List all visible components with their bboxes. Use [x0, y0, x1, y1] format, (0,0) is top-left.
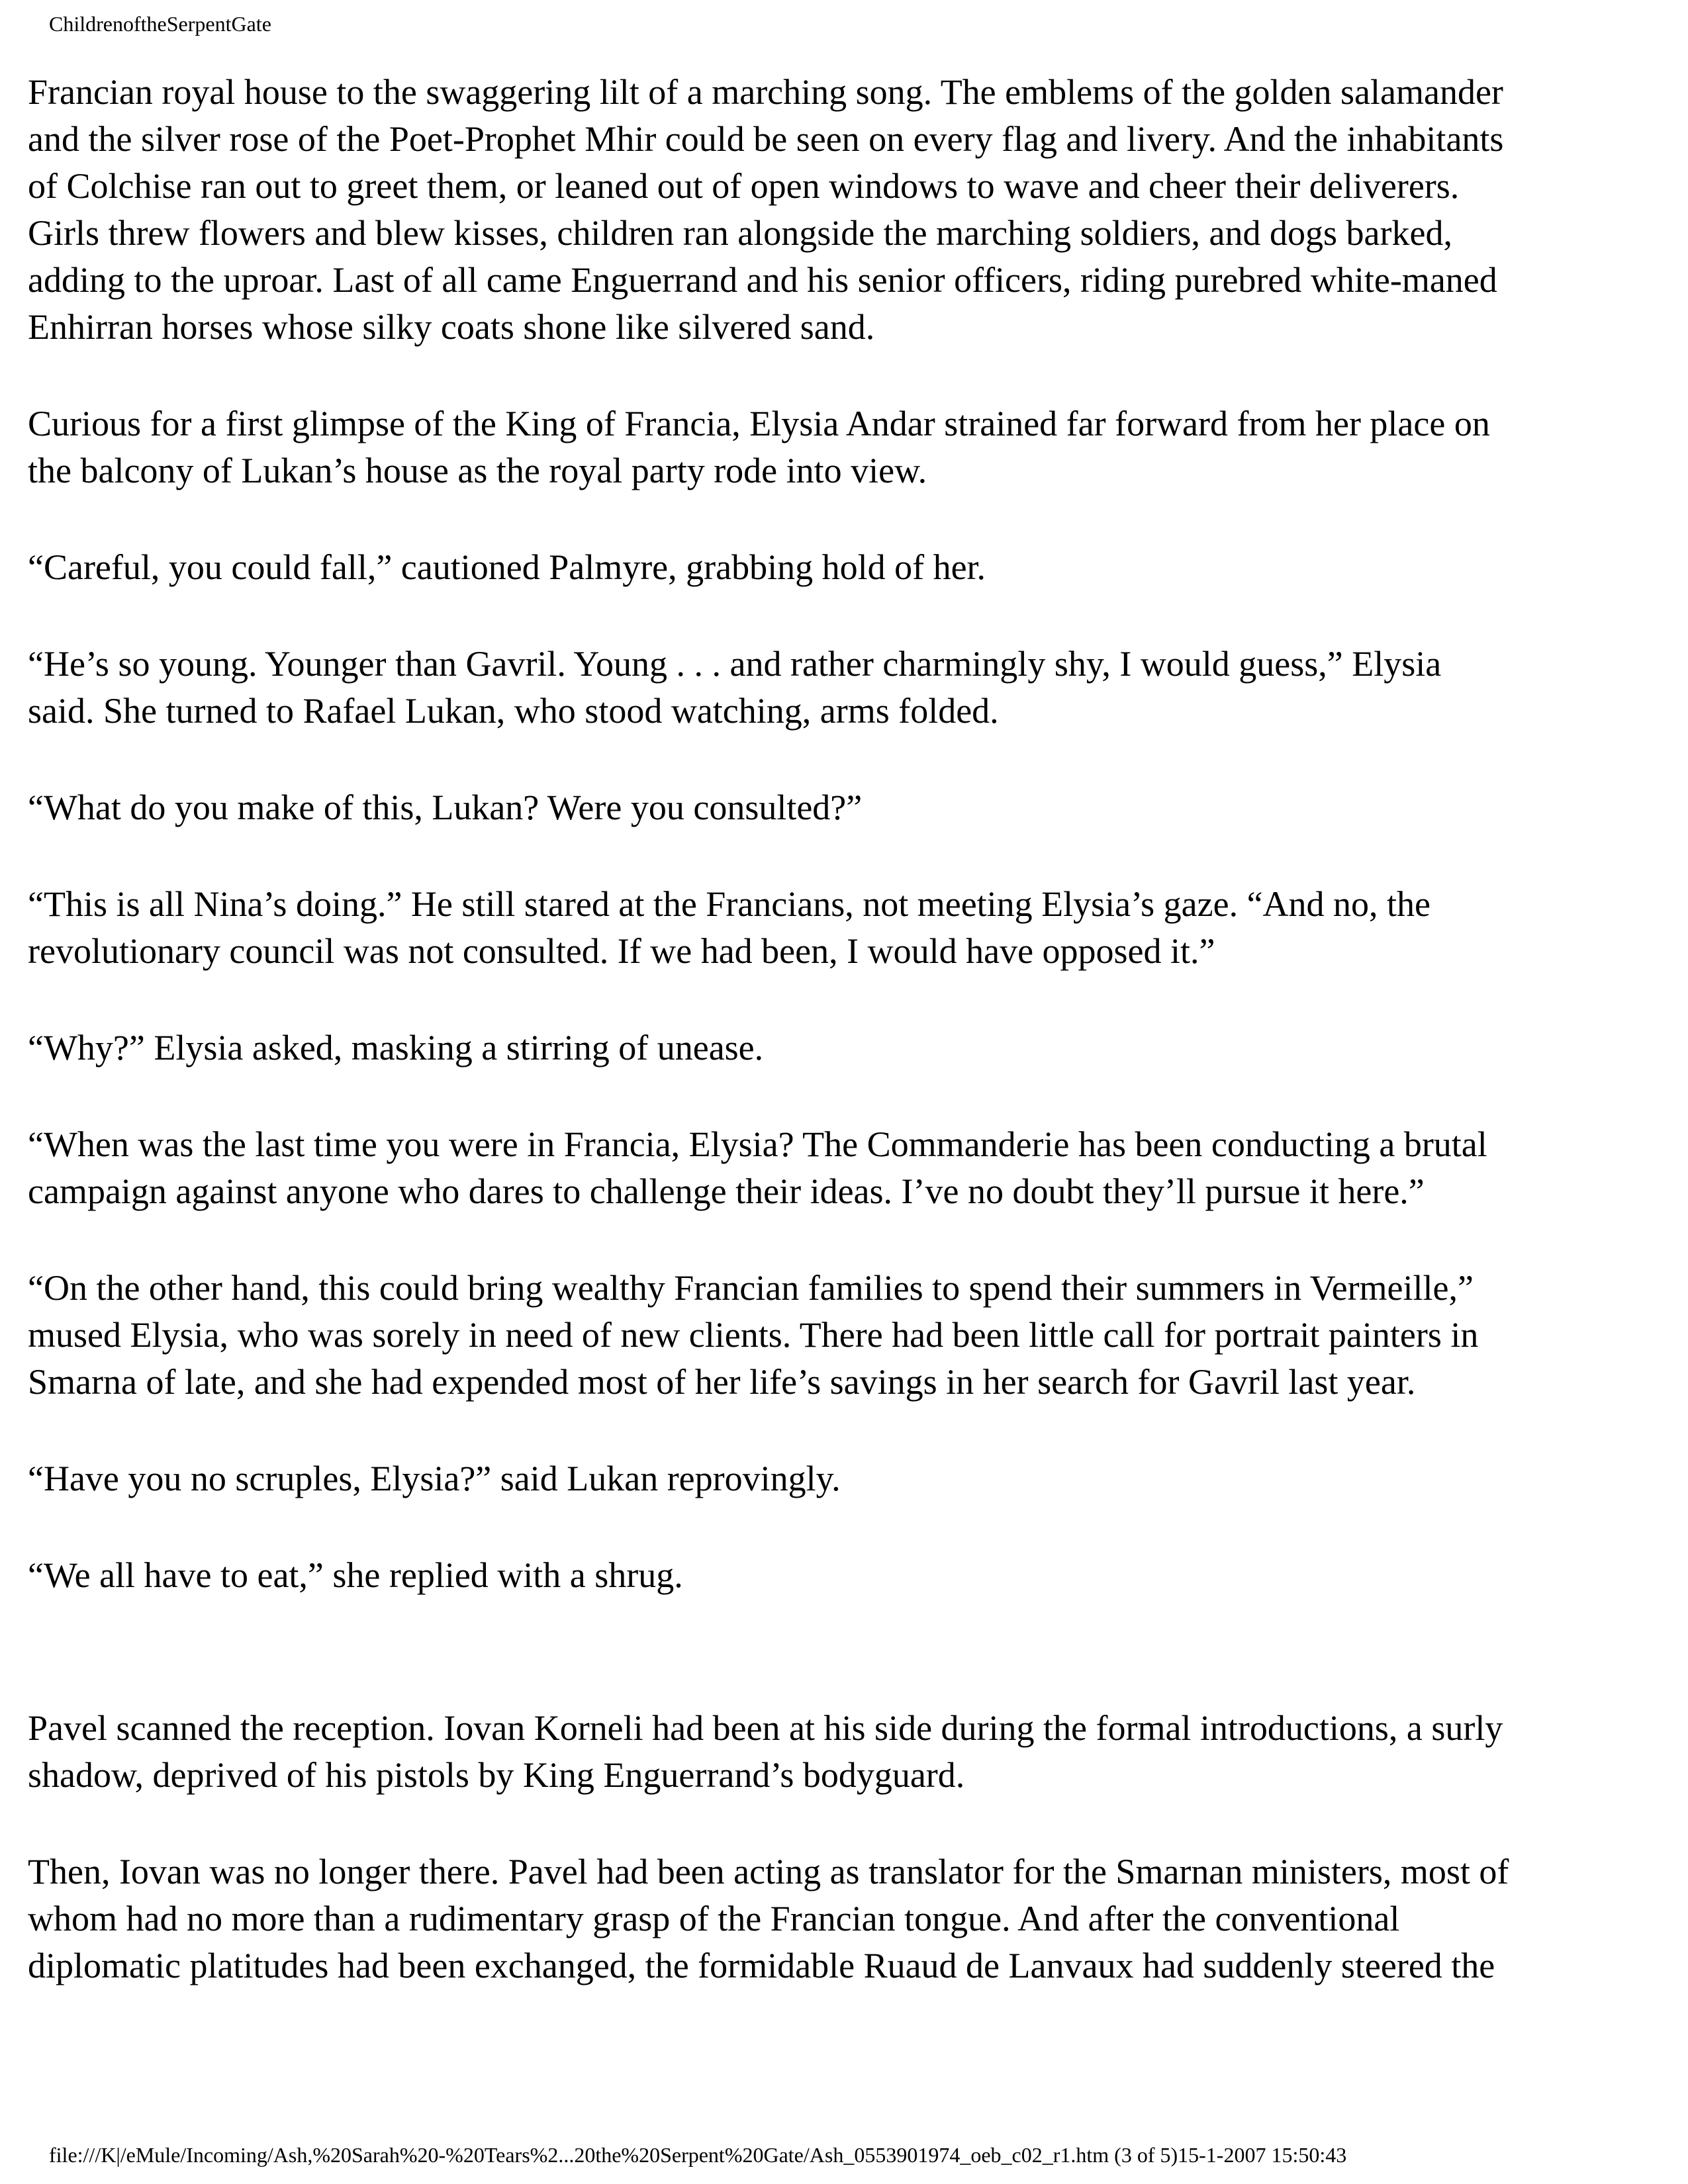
text-line: mused Elysia, who was sorely in need of new clients. There had been little call for portrait painters in — [28, 1315, 1479, 1355]
text-line: and the silver rose of the Poet-Prophet Mhir could be seen on every flag and livery. And the inhabitants — [28, 119, 1504, 159]
text-line: Then, Iovan was no longer there. Pavel had been acting as translator for the Smarnan ministers, most of — [28, 1852, 1509, 1891]
page-footer-path: file:///K|/eMule/Incoming/Ash,%20Sarah%20-%20Tears%2...20the%20Serpent%20Gate/Ash_0553901974_oeb_c02_r1.htm (3 of 5)15-1-2007 15:50:43 — [49, 2143, 1347, 2167]
text-line: “On the other hand, this could bring wealthy Francian families to spend their summers in Vermeille,” — [28, 1268, 1474, 1308]
paragraph-7 — [28, 1024, 1663, 1071]
paragraph-4 — [28, 641, 1663, 735]
paragraph-11 — [28, 1552, 1663, 1599]
text-line: revolutionary council was not consulted. If we had been, I would have opposed it.” — [28, 931, 1215, 971]
text-line: of Colchise ran out to greet them, or leaned out of open windows to wave and cheer their deliverers. — [28, 166, 1460, 206]
text-line: the balcony of Lukan’s house as the royal party rode into view. — [28, 451, 927, 490]
text-line: whom had no more than a rudimentary grasp of the Francian tongue. And after the conventional — [28, 1899, 1400, 1938]
text-line: Smarna of late, and she had expended most of her life’s savings in her search for Gavril last year. — [28, 1362, 1416, 1402]
text-line: said. She turned to Rafael Lukan, who stood watching, arms folded. — [28, 691, 999, 731]
paragraph-8 — [28, 1121, 1663, 1215]
paragraph-2 — [28, 400, 1663, 494]
text-line: Girls threw flowers and blew kisses, children ran alongside the marching soldiers, and dogs barked, — [28, 213, 1452, 253]
document-body — [28, 69, 1663, 2039]
page-header-title: ChildrenoftheSerpentGate — [49, 12, 271, 36]
text-line: “What do you make of this, Lukan? Were you consulted?” — [28, 788, 863, 827]
text-line: “Careful, you could fall,” cautioned Palmyre, grabbing hold of her. — [28, 547, 986, 587]
text-line: “We all have to eat,” she replied with a shrug. — [28, 1555, 683, 1595]
text-line: adding to the uproar. Last of all came Enguerrand and his senior officers, riding purebred white-maned — [28, 260, 1497, 300]
paragraph-13 — [28, 1848, 1663, 1989]
text-line: Pavel scanned the reception. Iovan Korneli had been at his side during the formal introductions, a surly — [28, 1708, 1503, 1748]
paragraph-6 — [28, 881, 1663, 975]
text-line: “Have you no scruples, Elysia?” said Lukan reprovingly. — [28, 1459, 841, 1498]
paragraph-3 — [28, 544, 1663, 591]
paragraph-9 — [28, 1265, 1663, 1406]
paragraph-10 — [28, 1455, 1663, 1502]
paragraph-5 — [28, 784, 1663, 831]
text-line: Curious for a first glimpse of the King of Francia, Elysia Andar strained far forward from her place on — [28, 404, 1490, 443]
text-line: “Why?” Elysia asked, masking a stirring of unease. — [28, 1028, 764, 1068]
text-line: diplomatic platitudes had been exchanged, the formidable Ruaud de Lanvaux had suddenly steered the — [28, 1946, 1495, 1985]
paragraph-12 — [28, 1705, 1663, 1799]
text-line: Francian royal house to the swaggering lilt of a marching song. The emblems of the golden salamander — [28, 72, 1503, 112]
text-line: Enhirran horses whose silky coats shone like silvered sand. — [28, 307, 875, 347]
text-line: “When was the last time you were in Francia, Elysia? The Commanderie has been conducting a brutal — [28, 1124, 1487, 1164]
paragraph-1 — [28, 69, 1663, 351]
text-line: campaign against anyone who dares to challenge their ideas. I’ve no doubt they’ll pursue it here.” — [28, 1171, 1425, 1211]
text-line: “This is all Nina’s doing.” He still stared at the Francians, not meeting Elysia’s gaze. “And no, the — [28, 884, 1430, 924]
text-line: shadow, deprived of his pistols by King Enguerrand’s bodyguard. — [28, 1755, 965, 1795]
text-line: “He’s so young. Younger than Gavril. Young . . . and rather charmingly shy, I would guess,” Elysia — [28, 644, 1442, 684]
